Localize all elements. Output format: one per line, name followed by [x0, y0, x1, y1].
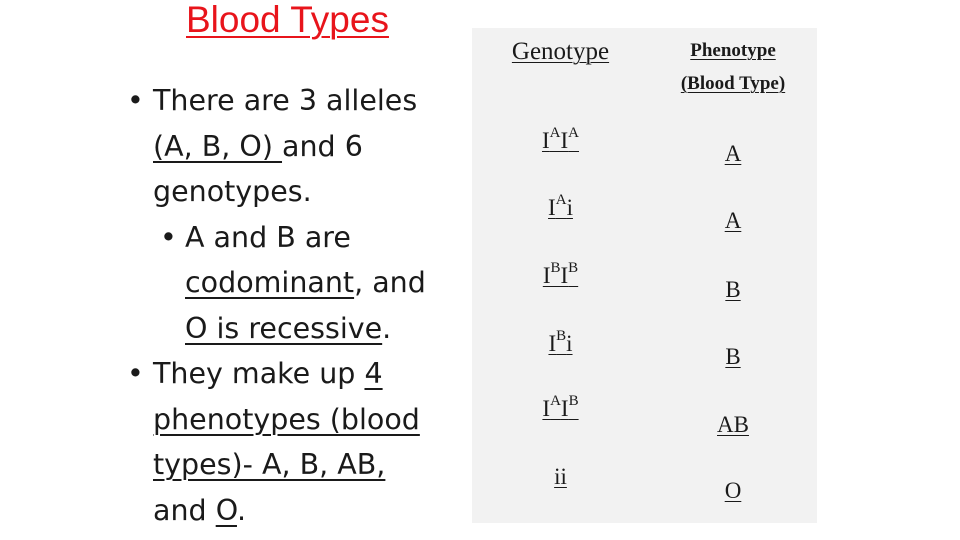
bullet-dot-icon: • — [127, 84, 144, 117]
genotype-cell: $I^Ai$ — [548, 192, 573, 220]
phenotype-cell: A — [724, 141, 742, 166]
bullet-text: They make up — [153, 357, 365, 390]
bullet-text: . — [236, 493, 247, 527]
bullet-text: . — [382, 311, 392, 345]
genotype-cell: $I^BI^B$ — [542, 260, 579, 288]
bullet-text: types)- A, B, AB, — [153, 448, 386, 481]
phenotype-count: 4 — [364, 357, 383, 390]
bullet-alleles — [127, 78, 472, 215]
bullet-list — [127, 78, 472, 533]
bullet-text: There are 3 alleles — [153, 84, 418, 117]
genotype-table — [472, 28, 817, 523]
genotype-cell: $I^Bi$ — [548, 328, 573, 356]
bullet-text: A and B are — [185, 220, 351, 254]
allele-list: (A, B, O) — [153, 129, 283, 163]
phenotype-cell: O — [724, 478, 742, 503]
term-codominant: codominant — [185, 266, 355, 299]
bullet-text: genotypes. — [153, 175, 312, 208]
slide-title: Blood Types — [186, 0, 389, 40]
term-o: O — [215, 493, 237, 527]
bullet-dot-icon: • — [160, 220, 177, 254]
bullet-text: phenotypes (blood — [153, 402, 420, 436]
phenotype-cell: A — [724, 208, 742, 233]
bullet-text: and — [153, 493, 216, 527]
bullet-text: and 6 — [282, 129, 363, 163]
bullet-phenotypes — [127, 351, 472, 533]
genotype-cell: $I^AI^B$ — [542, 393, 579, 421]
bullet-codominance — [127, 215, 472, 352]
bullet-text: , and — [354, 266, 426, 299]
phenotype-cell: B — [725, 277, 741, 302]
term-recessive: O is recessive — [185, 311, 383, 345]
phenotype-header: Phenotype (Blood Type) — [680, 40, 786, 94]
phenotype-cell: B — [725, 344, 741, 369]
genotype-cell: $I^AI^A$ — [541, 125, 580, 153]
phenotype-cell: AB — [717, 412, 749, 437]
genotype-header: Genotype — [511, 38, 610, 65]
genotype-cell: ii — [554, 464, 567, 489]
bullet-dot-icon: • — [127, 357, 144, 390]
